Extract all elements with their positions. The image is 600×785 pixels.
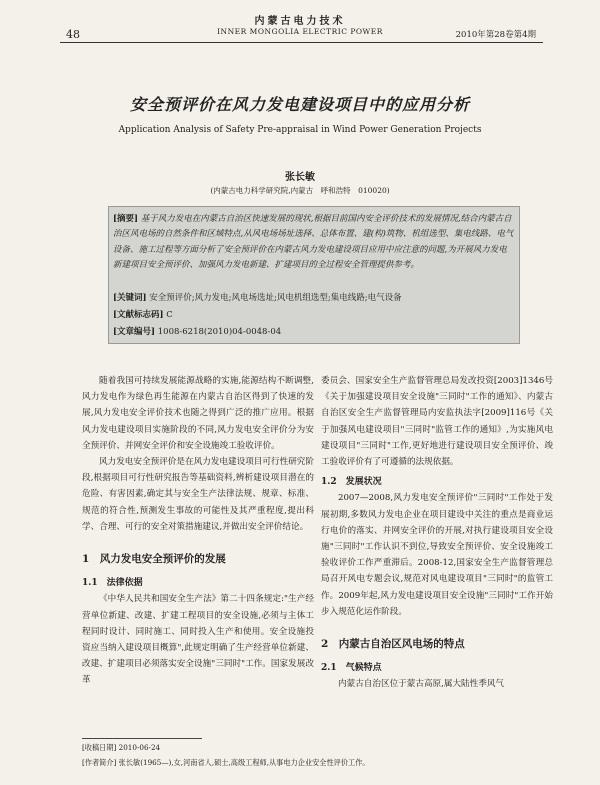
- article-id-label: [文章编号]: [113, 327, 156, 337]
- author-affiliation: (内蒙古电力科学研究院,内蒙古 呼和浩特 010020): [210, 186, 390, 195]
- abstract: [113, 212, 515, 273]
- received-date: [82, 743, 160, 753]
- footnote-rule: [82, 738, 202, 739]
- journal-title-cn: 内蒙古电力技术: [254, 16, 346, 27]
- received-value: 2010-06-24: [118, 743, 161, 752]
- doc-code-label: [文献标志码]: [113, 310, 164, 320]
- article-title-cn: 安全预评价在风力发电建设项目中的应用分析: [129, 95, 470, 114]
- doc-code-value: C: [166, 310, 173, 320]
- article-title-en: Application Analysis of Safety Pre-appraisal in Wind Power Generation Projects: [118, 125, 482, 135]
- author-name: 张长敏: [285, 172, 315, 183]
- doc-code: [113, 308, 173, 320]
- continued-paragraph: 委员会、国家安全生产监督管理总局发改投资[2003]1346号《关于加强建设项目安全设施"三同时"工作的通知》、内蒙古自治区安全生产监督管理局内安监执法字[2009]116号《关于加强风电建设项目"三同时"监管工作的通知》,为实施风电建设项目"三同时"工作,更好地进行建设项目安全预评价、竣工验收评价有了可遵循的法规依据。: [321, 376, 553, 468]
- left-column: [82, 373, 314, 689]
- subsection-1-1-heading: 1.1 法律依据: [82, 578, 143, 589]
- abstract-label: [摘要]: [113, 214, 139, 224]
- subsection-1-1-text: 《中华人民共和国安全生产法》第二十四条规定:"生产经营单位新建、改建、扩建工程项目的安全设施,必须与主体工程同时设计、同时施工、同时投入生产和使用。安全设施投资应当纳入建设项目概算",此规定明确了生产经营单位新建、改建、扩建项目必须落实安全设施"三同时"工作。国家发展改革: [82, 594, 314, 686]
- article-id-value: 1008-6218(2010)04-0048-04: [157, 327, 282, 337]
- keywords-label: [关键词]: [113, 293, 147, 303]
- subsection-2-1-text: 内蒙古自治区位于蒙古高原,属大陆性季风气: [338, 679, 505, 690]
- received-label: [收稿日期]: [82, 743, 117, 752]
- author-bio-text: 张长敏(1965—),女,河南省人,硕士,高级工程师,从事电力企业安全性评价工作。: [118, 758, 370, 767]
- article-id: [113, 325, 281, 337]
- section-2-heading: 2 内蒙古自治区风电场的特点: [321, 638, 465, 651]
- issue-info: 2010年第28卷第4期: [455, 30, 536, 40]
- right-column: [321, 373, 553, 693]
- header-rule: [60, 42, 543, 43]
- journal-title-en: INNER MONGOLIA ELECTRIC POWER: [217, 27, 383, 36]
- page-number: 48: [66, 28, 80, 41]
- author-bio: [82, 758, 370, 768]
- intro-paragraph-2: 风力发电安全预评价是在风力发电建设项目可行性研究阶段,根据项目可行性研究报告等基础资料,辨析建设项目潜在的危险、有害因素,确定其与安全生产法律法规、规章、标准、规范的符合性,预测发生事故的可能性及其严重程度,提出科学、合理、可行的安全对策措施建议,并做出安全评价结论。: [82, 457, 314, 532]
- section-1-heading: 1 风力发电安全预评价的发展: [82, 553, 226, 566]
- subsection-1-2-text: 2007—2008,风力发电安全预评价"三同时"工作处于发展初期,多数风力发电企业在项目建设中关注的重点是商业运行电价的落实、并网安全评价的开展,对执行建设项目安全设施"三同时"工作认识不到位,导致安全预评价、安全设施竣工验收评价工作严重滞后。2008-12,国家安全生产监督管理总局召开风电专题会议,规范对风电建设项目"三同时"的监管工作。2009年起,风力发电建设项目安全设施"三同时"工作开始步入规范化运作阶段。: [321, 493, 553, 617]
- author-bio-label: [作者简介]: [82, 758, 117, 767]
- intro-paragraph-1: 随着我国可持续发展能源战略的实施,能源结构不断调整,风力发电作为绿色再生能源在内蒙古自治区得到了快速的发展,风力发电安全评价技术也随之得到广泛的推广应用。根据风力发电建设项目实施阶段的不同,风力发电安全评价分为安全预评价、并网安全评价和安全设施竣工验收评价。: [82, 376, 314, 451]
- keywords: [113, 291, 402, 303]
- keywords-text: 安全预评价;风力发电;风电场选址;风电机组选型;集电线路;电气设备: [149, 293, 402, 303]
- abstract-text: 基于风力发电在内蒙古自治区快速发展的现状,根据目前国内安全评价技术的发展情况,结合内蒙古自治区风电场的自然条件和区域特点,从风电场场址选择、总体布置、建(构)筑物、机组选型、集电线路、电气设备、施工过程等方面分析了安全预评价在内蒙古风力发电建设项目应用中应注意的问题,为开展风力发电新建项目安全预评价、加强风力发电新建、扩建项目的全过程安全管理提供参考。: [113, 214, 514, 270]
- subsection-2-1-heading: 2.1 气候特点: [321, 663, 382, 674]
- subsection-1-2-heading: 1.2 发展状况: [321, 477, 382, 488]
